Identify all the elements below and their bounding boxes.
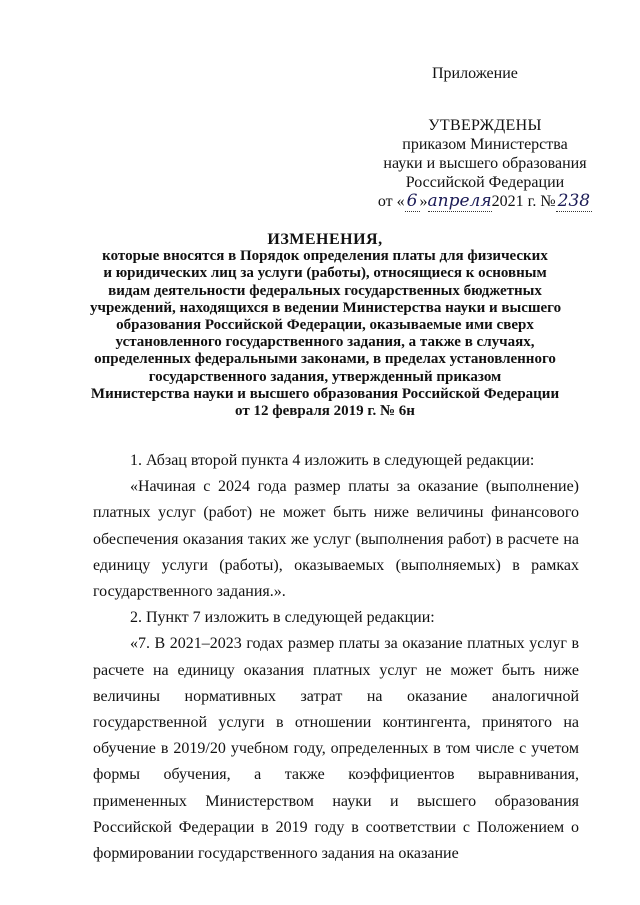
approval-line-3: Российской Федерации [405,174,565,191]
approval-line-2: науки и высшего образования [383,155,587,172]
body-paragraph: 1. Абзац второй пункта 4 изложить в следующей редакции: [130,452,535,469]
heading-line: видам деятельности федеральных государственных бюджетных [108,282,542,299]
document-body [93,448,579,867]
heading-line: и юридических лиц за услуги (работы), относящиеся к основным [103,265,547,282]
body-paragraph: «7. В 2021–2023 годах размер платы за оказание платных услуг в расчете на единицу оказания платных услуг не может быть ниже величины нормативных затрат на оказание аналогичной государственной услуги в отношении контингента, принятого на обучение в 2019/20 учебном году, определенных в том числе с учетом формы обучения, а также коэффициентов выравнивания, примененных Министерством науки и высшего образования Российской Федерации в 2019 году в соответствии с Положением о формировании государственного задания на оказание [93,635,579,863]
heading-line: государственного задания, утвержденный приказом [148,368,502,385]
approval-block [340,116,630,211]
approval-title: УТВЕРЖДЕНЫ [428,117,542,134]
approval-date-line [340,192,630,211]
heading-title: ИЗМЕНЕНИЯ, [267,231,383,248]
handwritten-day: 6 [406,191,418,211]
body-paragraph: «Начиная с 2024 года размер платы за оказание (выполнение) платных услуг (работ) не может быть ниже величины финансового обеспечения оказания таких же услуг (выполнения работ) в расчете на единицу услуги (работы), оказываемых (выполняемых) в рамках государственного задания.». [93,478,579,601]
year-suffix: 2021 г. № [491,193,556,210]
heading-line: определенных федеральными законами, в пределах установленного [94,351,556,368]
approval-line-1: приказом Министерства [402,136,568,153]
heading-line: установленного государственного задания, а также в случаях, [115,334,535,351]
appendix-label: Приложение [432,65,518,82]
handwritten-order-number: 238 [557,191,591,211]
heading-line: учреждений, находящихся в ведении Министерства науки и высшего [90,299,562,316]
body-paragraph: 2. Пункт 7 изложить в следующей редакции: [130,609,435,627]
handwritten-month: апреля [427,191,492,211]
heading-line: Министерства науки и высшего образования Российской Федерации [90,385,560,402]
document-heading [90,231,560,420]
date-mid: » [419,193,428,210]
heading-line: которые вносятся в Порядок определения платы для физических [102,248,548,265]
heading-line: от 12 февраля 2019 г. № 6н [235,403,415,420]
date-prefix: от « [377,193,405,210]
heading-line: образования Российской Федерации, оказываемые ими сверх [116,317,534,334]
